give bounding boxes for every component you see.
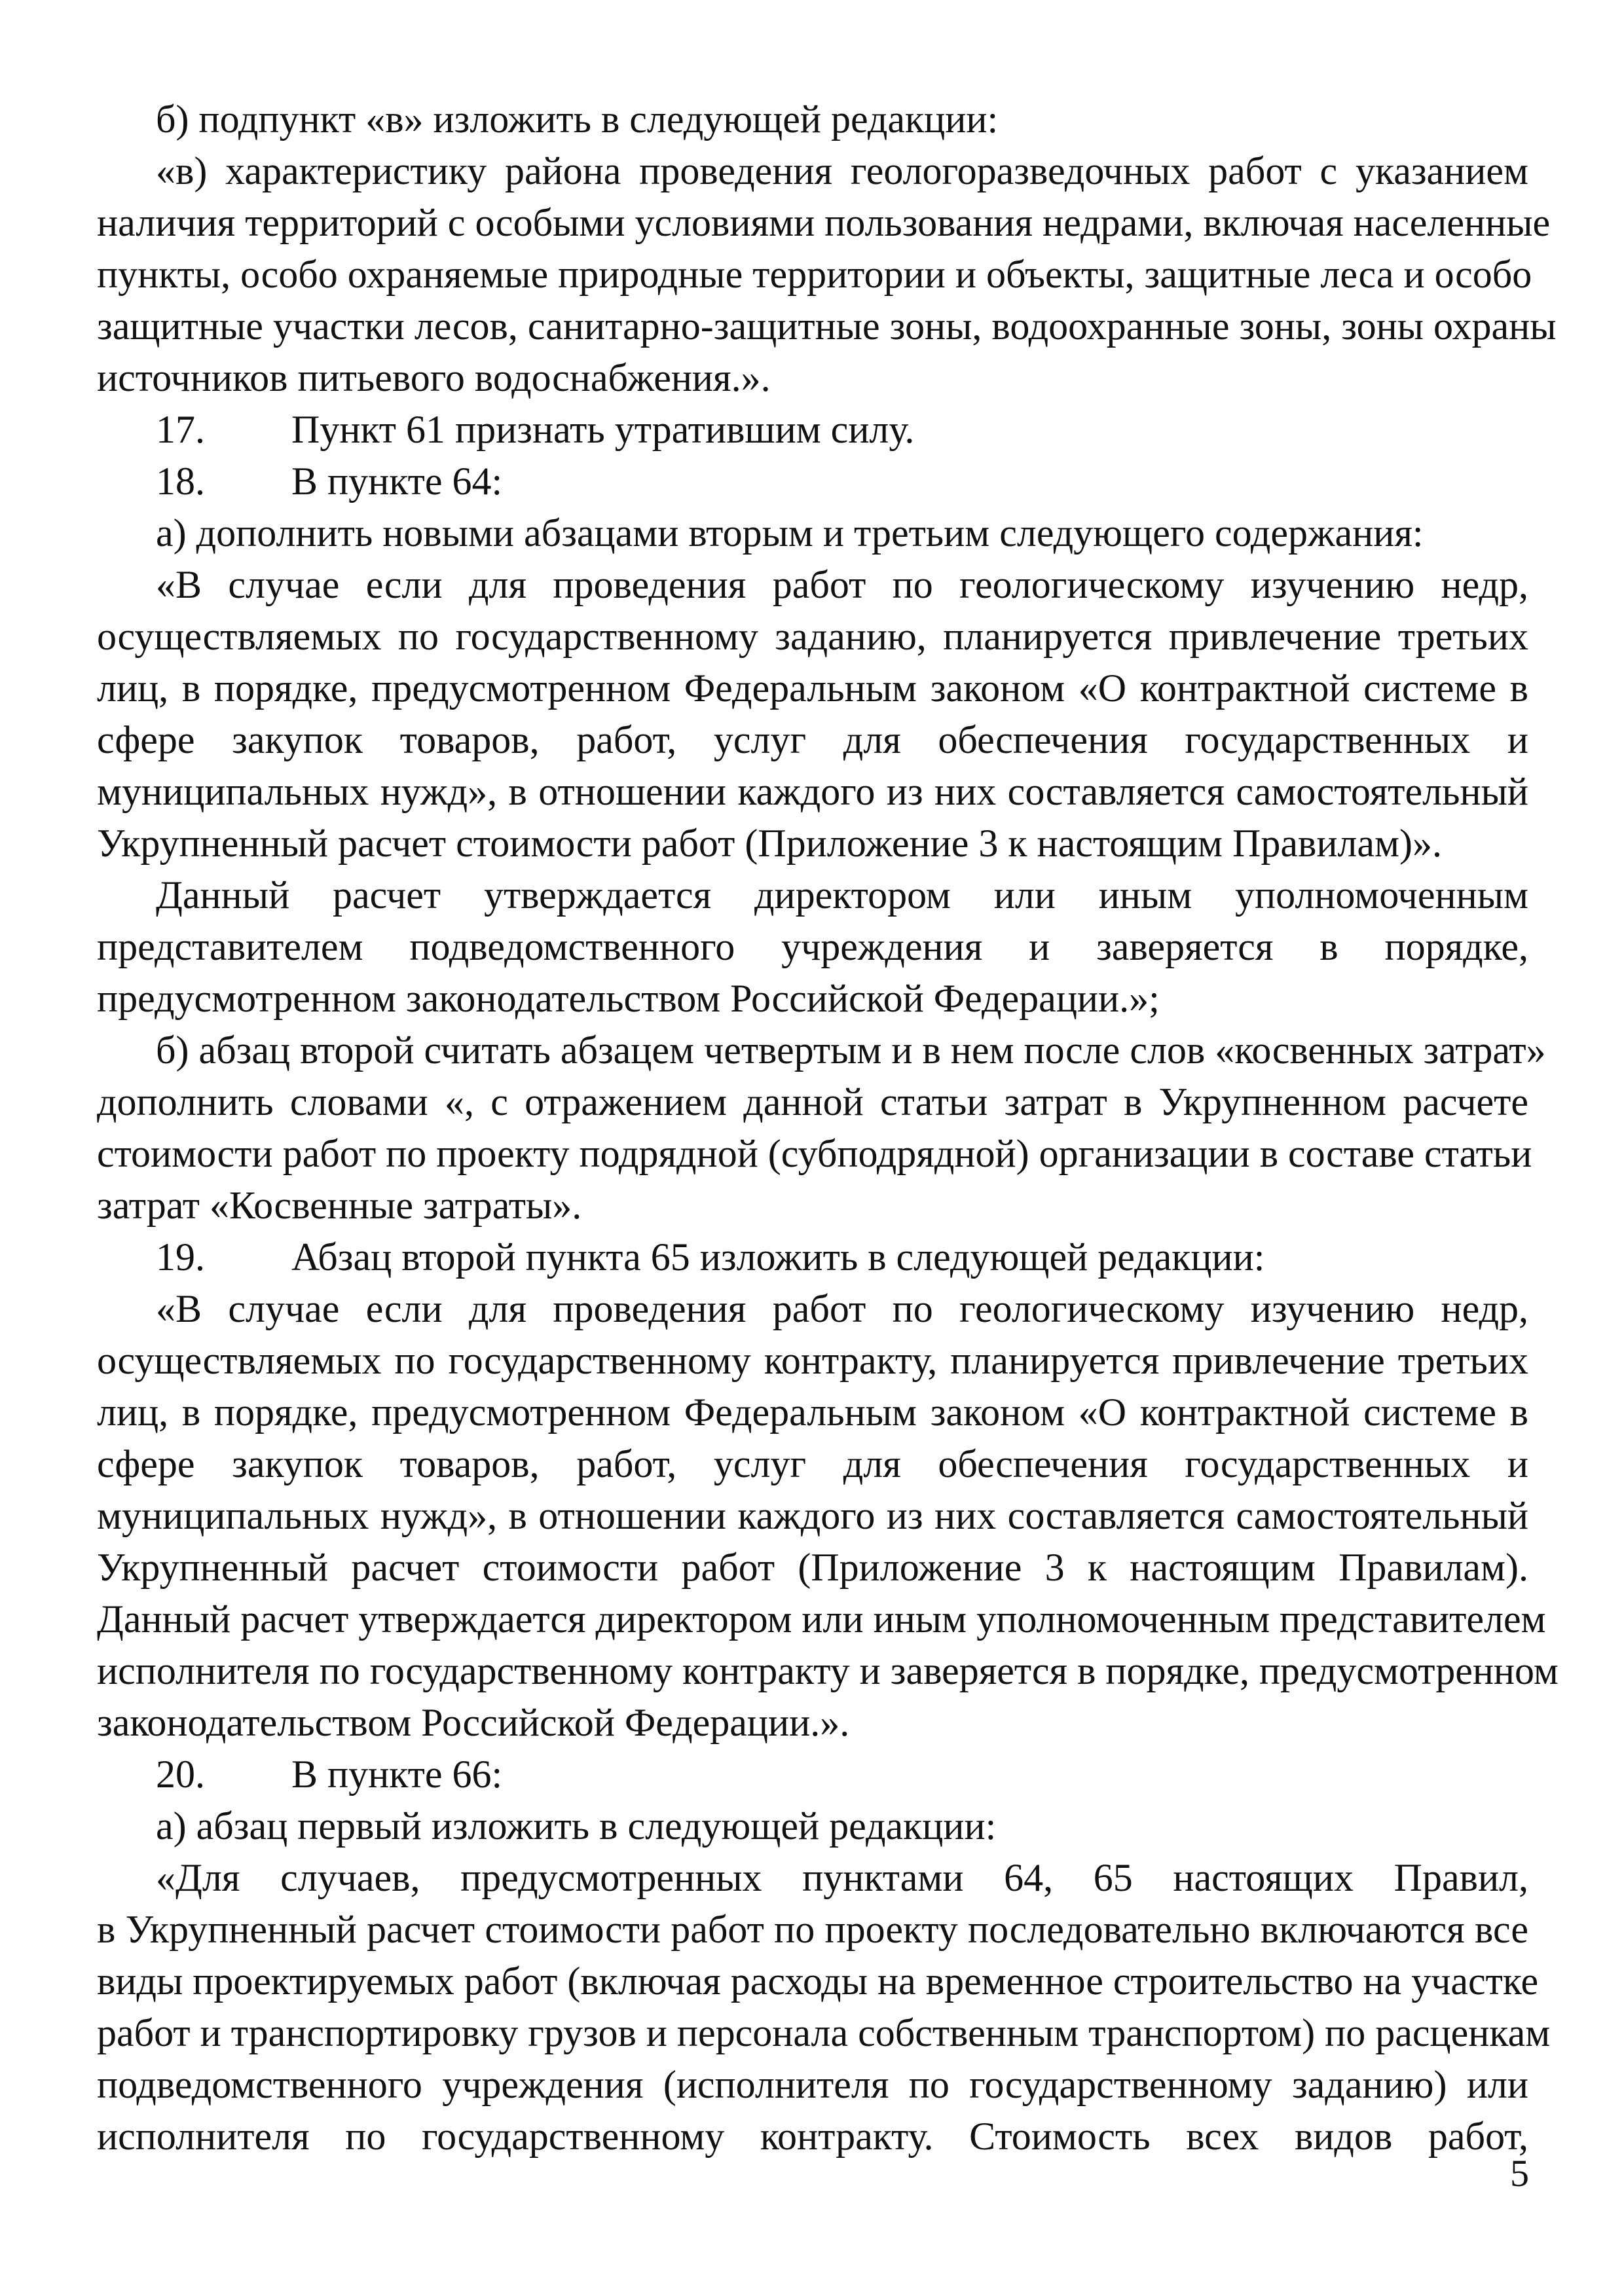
item-number: 19. xyxy=(156,1235,205,1279)
text-line: сфере закупок товаров, работ, услуг для обеспечения государственных и xyxy=(97,718,1528,761)
page-number: 5 xyxy=(1510,2152,1529,2195)
text-line: виды проектируемых работ (включая расходы на временное строительство на участке xyxy=(97,1959,1539,2003)
text-line: «в) характеристику района проведения геологоразведочных работ с указанием xyxy=(156,149,1528,192)
text-line: б) абзац второй считать абзацем четвертым и в нем после слов «косвенных затрат» xyxy=(156,1029,1546,1072)
item-number: 17. xyxy=(156,408,205,451)
text-line: защитные участки лесов, санитарно-защитные зоны, водоохранные зоны, зоны охраны xyxy=(97,304,1557,348)
text-line: сфере закупок товаров, работ, услуг для обеспечения государственных и xyxy=(97,1442,1528,1485)
text-line: дополнить словами «, с отражением данной статьи затрат в Укрупненном расчете xyxy=(97,1080,1528,1123)
text-line: б) подпункт «в» изложить в следующей редакции: xyxy=(156,98,999,141)
text-line: лиц, в порядке, предусмотренном Федеральным законом «О контрактной системе в xyxy=(97,666,1528,710)
text-line: «В случае если для проведения работ по геологическому изучению недр, xyxy=(156,563,1528,606)
text-line: муниципальных нужд», в отношении каждого из них составляется самостоятельный xyxy=(97,770,1528,813)
text-line: а) дополнить новыми абзацами вторым и третьим следующего содержания: xyxy=(156,511,1424,555)
item-number: 18. xyxy=(156,460,205,503)
text-line: Укрупненный расчет стоимости работ (Приложение 3 к настоящим Правилам). xyxy=(97,1546,1528,1589)
text-line: стоимости работ по проекту подрядной (субподрядной) организации в составе статьи xyxy=(97,1132,1532,1175)
text-line: предусмотренном законодательством Российской Федерации.»; xyxy=(97,977,1160,1020)
text-line: Пункт 61 признать утратившим силу. xyxy=(291,408,915,451)
text-line: муниципальных нужд», в отношении каждого из них составляется самостоятельный xyxy=(97,1494,1528,1537)
text-line: Укрупненный расчет стоимости работ (Приложение 3 к настоящим Правилам)». xyxy=(97,822,1442,865)
text-line: источников питьевого водоснабжения.». xyxy=(97,356,771,399)
text-line: Данный расчет утверждается директором или иным уполномоченным xyxy=(156,873,1528,917)
text-line: Абзац второй пункта 65 изложить в следующей редакции: xyxy=(291,1235,1265,1279)
text-line: лиц, в порядке, предусмотренном Федеральным законом «О контрактной системе в xyxy=(97,1391,1528,1434)
text-line: законодательством Российской Федерации.». xyxy=(97,1701,850,1744)
text-line: В пункте 66: xyxy=(291,1753,503,1796)
text-line: а) абзац первый изложить в следующей редакции: xyxy=(156,1804,997,1848)
text-line: исполнителя по государственному контракту и заверяется в порядке, предусмотренном xyxy=(97,1649,1559,1692)
text-line: исполнителя по государственному контракту. Стоимость всех видов работ, xyxy=(97,2115,1528,2158)
text-line: осуществляемых по государственному заданию, планируется привлечение третьих xyxy=(97,615,1528,658)
text-line: в Укрупненный расчет стоимости работ по проекту последовательно включаются все xyxy=(97,1908,1528,1951)
text-line: В пункте 64: xyxy=(291,460,503,503)
text-line: пункты, особо охраняемые природные территории и объекты, защитные леса и особо xyxy=(97,253,1532,296)
text-line: затрат «Косвенные затраты». xyxy=(97,1184,582,1227)
item-number: 20. xyxy=(156,1753,205,1796)
text-line: «Для случаев, предусмотренных пунктами 64, 65 настоящих Правил, xyxy=(156,1856,1528,1899)
text-line: осуществляемых по государственному контракту, планируется привлечение третьих xyxy=(97,1339,1528,1382)
text-line: «В случае если для проведения работ по геологическому изучению недр, xyxy=(156,1287,1528,1330)
text-line: представителем подведомственного учреждения и заверяется в порядке, xyxy=(97,925,1528,968)
text-line: работ и транспортировку грузов и персонала собственным транспортом) по расценкам xyxy=(97,2011,1551,2054)
text-line: наличия территорий с особыми условиями пользования недрами, включая населенные xyxy=(97,201,1551,244)
text-line: подведомственного учреждения (исполнителя по государственному заданию) или xyxy=(97,2063,1528,2106)
text-line: Данный расчет утверждается директором или иным уполномоченным представителем xyxy=(97,1597,1546,1641)
